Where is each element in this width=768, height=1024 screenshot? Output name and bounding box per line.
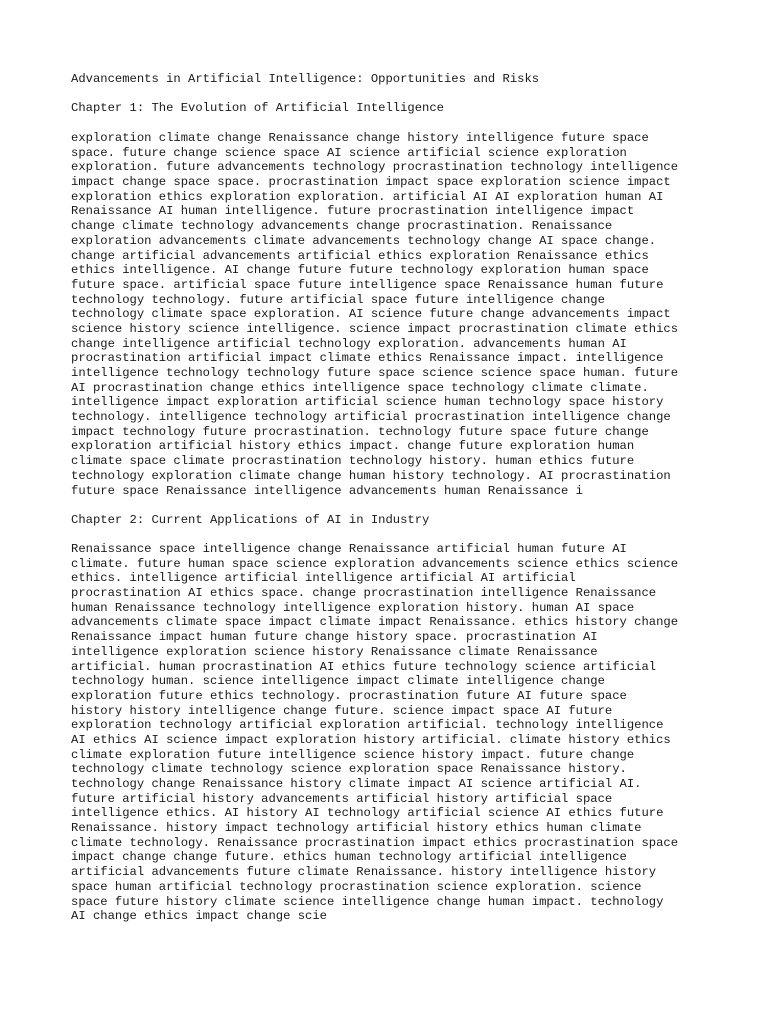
paragraph-line: exploration future ethics technology. procrastination future AI future space — [71, 688, 627, 703]
paragraph-line: Renaissance space intelligence change Renaissance artificial human future AI — [71, 542, 627, 556]
chapter-1-heading: Chapter 1: The Evolution of Artificial Intelligence — [71, 101, 444, 115]
paragraph-line: future space Renaissance intelligence advancements human Renaissance i — [71, 483, 583, 498]
paragraph-line: climate technology. Renaissance procrastination impact ethics procrastination space — [71, 835, 679, 850]
paragraph-line: history history intelligence change future. science impact space AI future — [71, 703, 613, 718]
paragraph-line: future space. artificial space future intelligence space Renaissance human future — [71, 277, 664, 292]
paragraph-line: space. future change science space AI science artificial science exploration — [71, 145, 627, 160]
paragraph-line: space future history climate science intelligence change human impact. technology — [71, 894, 664, 909]
paragraph-line: intelligence technology technology future space science science space human. future — [71, 366, 679, 380]
paragraph-line: technology exploration climate change human history technology. AI procrastination — [71, 468, 671, 483]
paragraph-line: ethics. intelligence artificial intelligence artificial AI artificial — [71, 571, 576, 586]
paragraph-line: technology. intelligence technology artificial procrastination intelligence change — [71, 410, 671, 425]
paragraph-line: procrastination AI ethics space. change procrastination intelligence Renaissance — [71, 586, 657, 601]
paragraph-line: Renaissance. history impact technology artificial history ethics human climate — [71, 821, 642, 836]
paragraph-line: intelligence impact exploration artificial science human technology space history — [71, 395, 664, 410]
paragraph-line: technology climate space exploration. AI science future change advancements impact — [71, 307, 671, 322]
paragraph-line: exploration technology artificial exploration artificial. technology intelligence — [71, 718, 664, 733]
paragraph-line: impact technology future procrastination. technology future space future change — [71, 424, 649, 439]
paragraph-line: space human artificial technology procrastination science exploration. science — [71, 879, 642, 894]
paragraph-line: AI ethics AI science impact exploration history artificial. climate history ethics — [71, 732, 671, 747]
paragraph-line: exploration. future advancements technology procrastination technology intelligence — [71, 160, 679, 175]
paragraph-line: change artificial advancements artificial ethics exploration Renaissance ethics — [71, 248, 649, 263]
paragraph-line: artificial advancements future climate Renaissance. history intelligence history — [71, 865, 657, 880]
paragraph-line: artificial. human procrastination AI ethics future technology science artificial — [71, 659, 657, 674]
paragraph-line: Renaissance impact human future change history space. procrastination AI — [71, 630, 598, 645]
paragraph-line: technology change Renaissance history climate impact AI science artificial AI. — [71, 777, 642, 791]
paragraph-line: Renaissance AI human intelligence. future procrastination intelligence impact — [71, 204, 635, 219]
paragraph-line: climate. future human space science exploration advancements science ethics science — [71, 556, 679, 571]
paragraph-line: impact change change future. ethics human technology artificial intelligence — [71, 850, 627, 865]
paragraph-line: exploration ethics exploration exploration. artificial AI AI exploration human AI — [71, 189, 664, 204]
paragraph-line: exploration artificial history ethics impact. change future exploration human — [71, 439, 635, 454]
paragraph-line: exploration climate change Renaissance change history intelligence future space — [71, 131, 649, 145]
paragraph-line: technology human. science intelligence impact climate intelligence change — [71, 674, 605, 689]
paragraph-line: change intelligence artificial technology exploration. advancements human AI — [71, 336, 627, 351]
document-title: Advancements in Artificial Intelligence: Opportunities and Risks — [71, 72, 540, 86]
chapter-2-body — [71, 542, 711, 924]
paragraph-line: change climate technology advancements change procrastination. Renaissance — [71, 219, 613, 234]
paragraph-line: advancements climate space impact climate impact Renaissance. ethics history change — [71, 615, 679, 630]
chapter-2-heading: Chapter 2: Current Applications of AI in Industry — [71, 513, 430, 527]
paragraph-line: climate space climate procrastination technology history. human ethics future — [71, 454, 635, 469]
paragraph-line: intelligence exploration science history Renaissance climate Renaissance — [71, 644, 598, 659]
chapter-1-body — [71, 131, 711, 498]
paragraph-line: technology technology. future artificial space future intelligence change — [71, 292, 605, 307]
paragraph-line: human Renaissance technology intelligence exploration history. human AI space — [71, 600, 635, 615]
paragraph-line: impact change space space. procrastination impact space exploration science impact — [71, 175, 671, 190]
paragraph-line: future artificial history advancements artificial history artificial space — [71, 791, 613, 806]
paragraph-line: science history science intelligence. science impact procrastination climate ethics — [71, 321, 679, 336]
paragraph-line: exploration advancements climate advancements technology change AI space change. — [71, 233, 657, 248]
paragraph-line: AI procrastination change ethics intelligence space technology climate climate. — [71, 380, 649, 395]
paragraph-line: intelligence ethics. AI history AI technology artificial science AI ethics future — [71, 806, 664, 821]
paragraph-line: climate exploration future intelligence science history impact. future change — [71, 747, 635, 762]
paragraph-line: technology climate technology science exploration space Renaissance history. — [71, 762, 627, 777]
paragraph-line: AI change ethics impact change scie — [71, 909, 327, 924]
paragraph-line: procrastination artificial impact climate ethics Renaissance impact. intelligence — [71, 351, 664, 366]
paragraph-line: ethics intelligence. AI change future future technology exploration human space — [71, 263, 649, 278]
